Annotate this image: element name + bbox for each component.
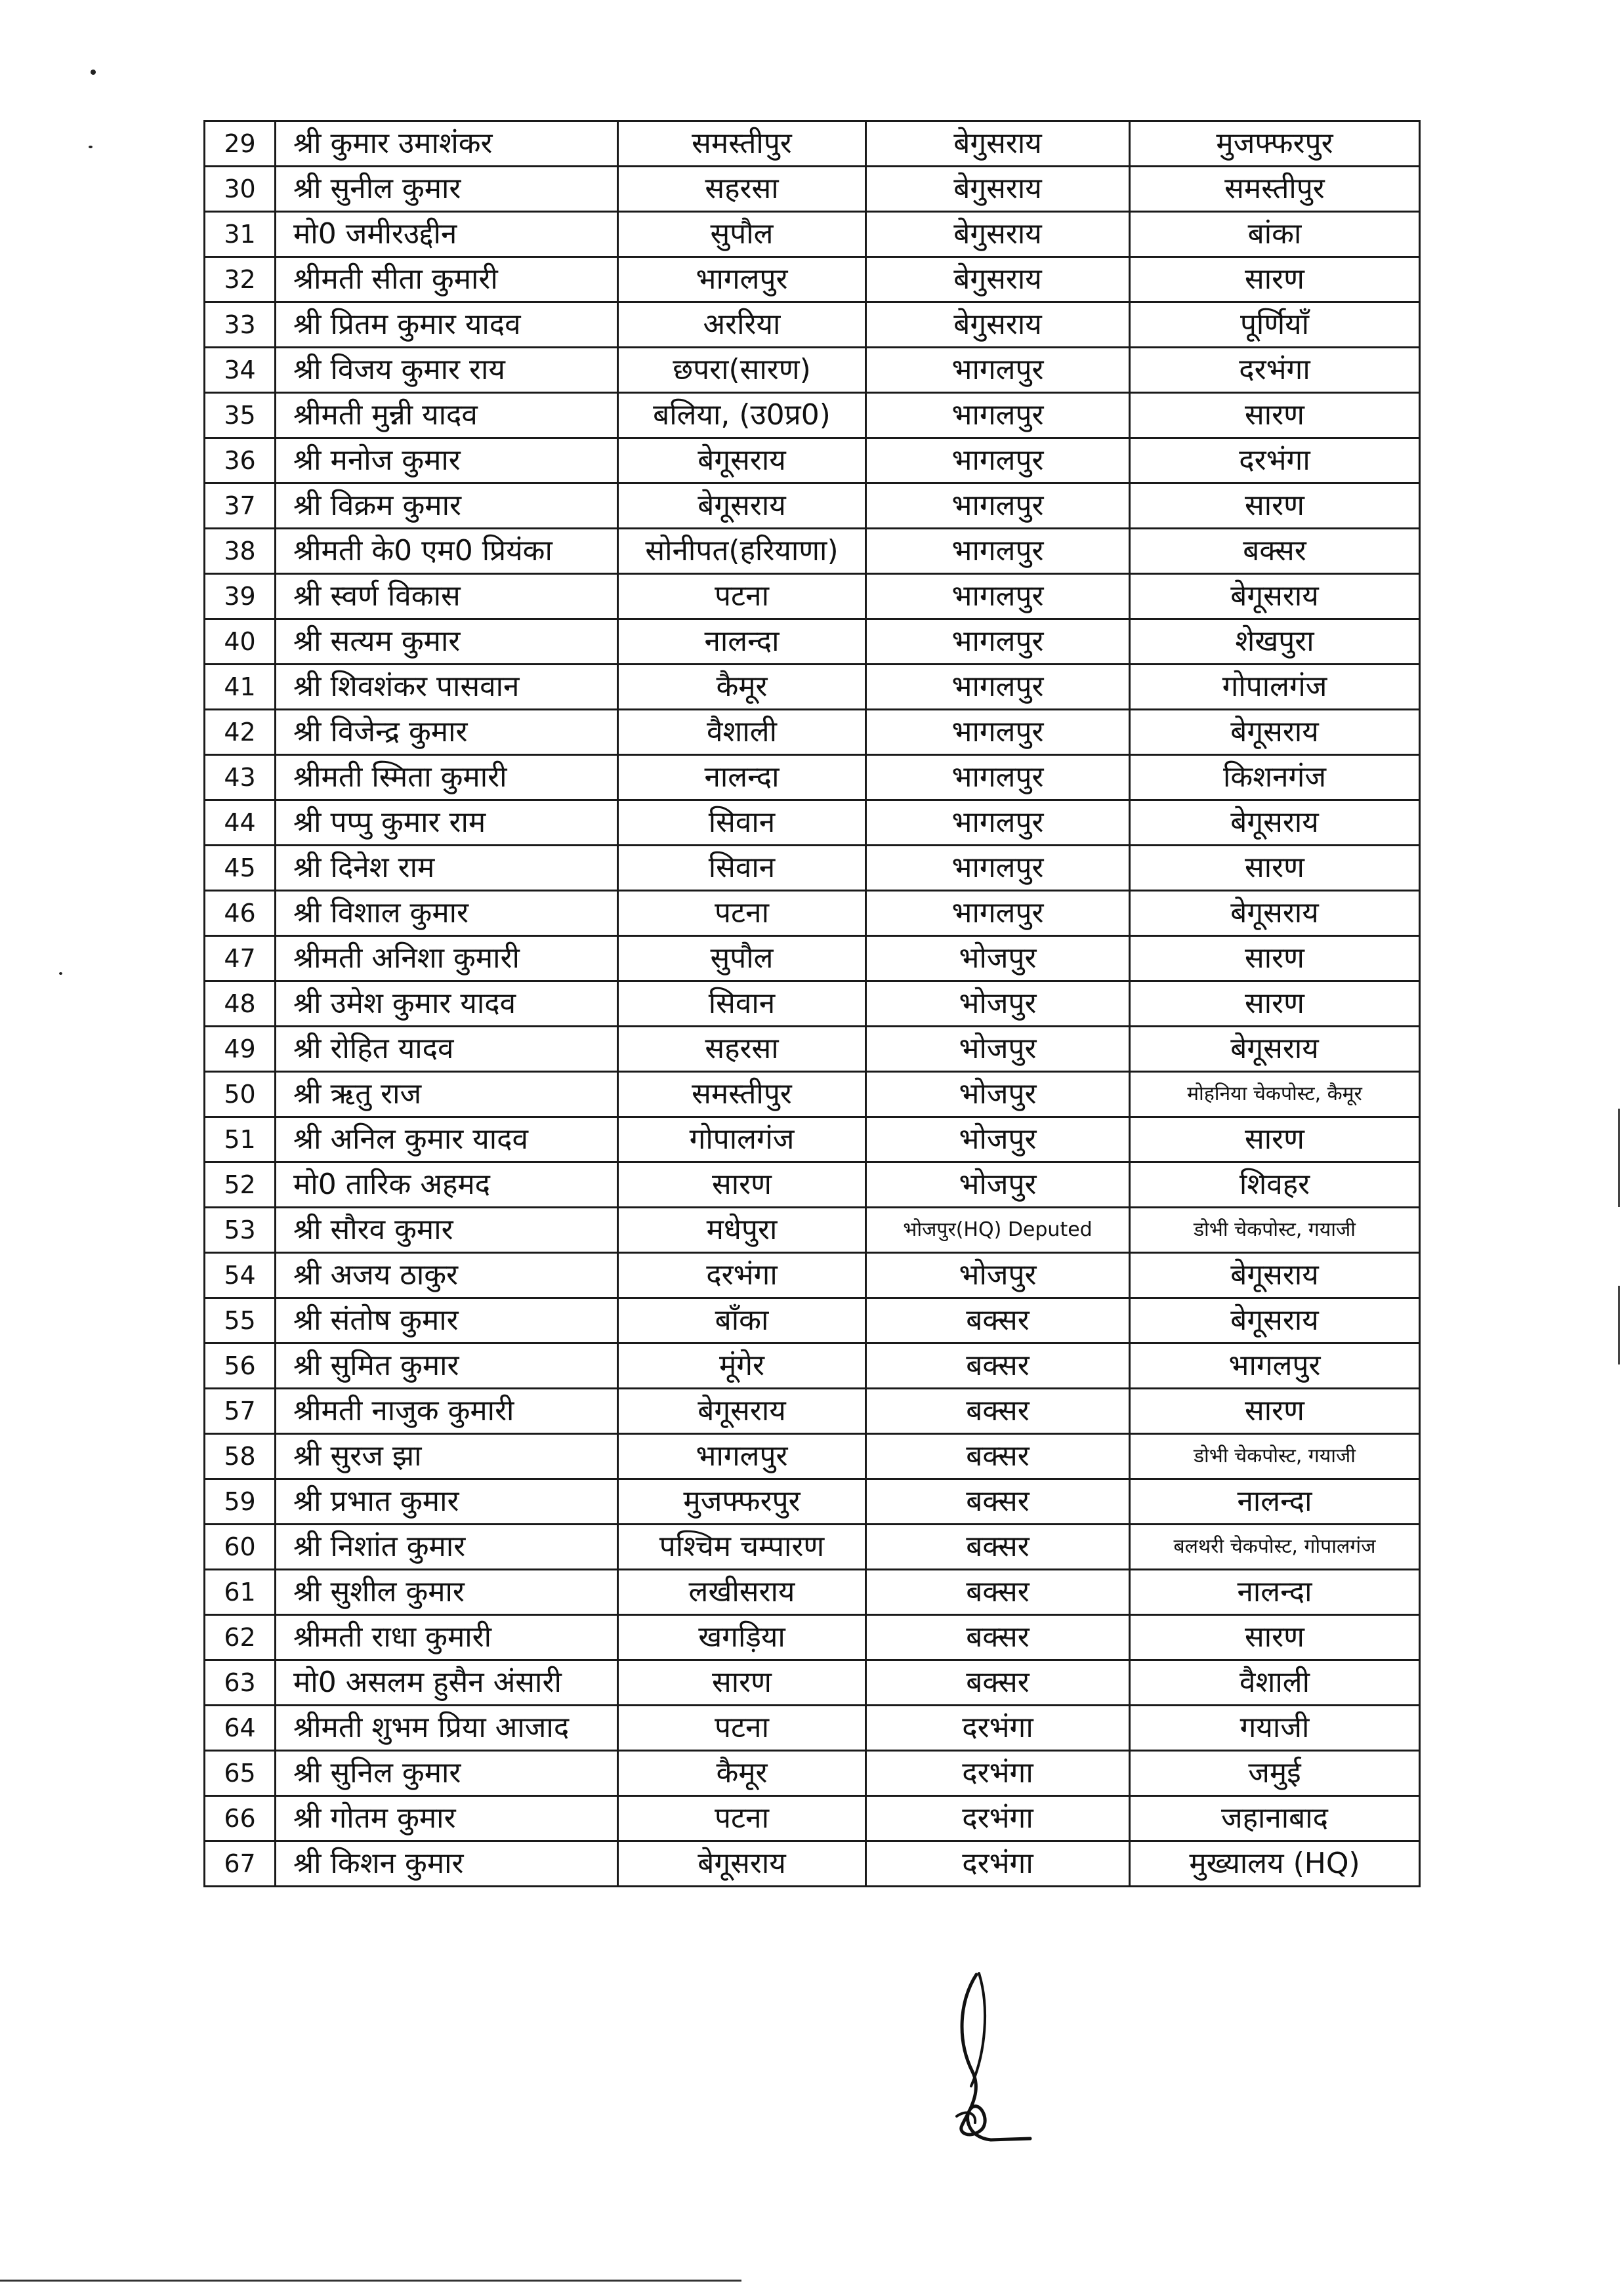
new-posting-cell: भागलपुर [1130,1343,1420,1389]
signature-mark [899,1961,1070,2158]
home-district-cell: पटना [618,574,866,619]
table-row [205,846,1420,891]
table-row [205,1525,1420,1570]
serial-number-cell: 63 [205,1660,276,1706]
serial-number-cell: 41 [205,665,276,710]
serial-number-cell: 59 [205,1479,276,1525]
home-district-cell: वैशाली [618,710,866,755]
new-posting-cell: दरभंगा [1130,438,1420,483]
employee-name-cell: श्री अनिल कुमार यादव [276,1117,618,1162]
current-posting-cell: भागलपुर [866,574,1130,619]
serial-number-cell: 37 [205,483,276,529]
serial-number-cell: 55 [205,1298,276,1343]
employee-name-cell: श्री सुरज झा [276,1434,618,1479]
new-posting-cell: वैशाली [1130,1660,1420,1706]
employee-name-cell: श्रीमती राधा कुमारी [276,1615,618,1660]
current-posting-cell: दरभंगा [866,1706,1130,1751]
table-row [205,1072,1420,1117]
current-posting-cell: बक्सर [866,1434,1130,1479]
employee-name-cell: श्री ऋतु राज [276,1072,618,1117]
table-row [205,1796,1420,1841]
new-posting-cell: किशनगंज [1130,755,1420,800]
new-posting-cell: बेगूसराय [1130,891,1420,936]
employee-name-cell: श्रीमती के0 एम0 प्रियंका [276,529,618,574]
home-district-cell: पटना [618,891,866,936]
serial-number-cell: 35 [205,393,276,438]
current-posting-cell: बक्सर [866,1479,1130,1525]
home-district-cell: पटना [618,1706,866,1751]
table-row [205,1298,1420,1343]
current-posting-cell: बक्सर [866,1615,1130,1660]
home-district-cell: कैमूर [618,665,866,710]
current-posting-cell: भोजपुर [866,1162,1130,1208]
serial-number-cell: 58 [205,1434,276,1479]
table-row [205,1660,1420,1706]
home-district-cell: दरभंगा [618,1253,866,1298]
home-district-cell: लखीसराय [618,1570,866,1615]
new-posting-cell: बेगूसराय [1130,574,1420,619]
employee-name-cell: मो0 असलम हुसैन अंसारी [276,1660,618,1706]
new-posting-cell: बांका [1130,212,1420,257]
home-district-cell: खगड़िया [618,1615,866,1660]
table-row [205,710,1420,755]
employee-name-cell: श्रीमती शुभम प्रिया आजाद [276,1706,618,1751]
new-posting-cell: नालन्दा [1130,1570,1420,1615]
employee-name-cell: श्रीमती नाजुक कुमारी [276,1389,618,1434]
table-row [205,1479,1420,1525]
current-posting-cell: भागलपुर [866,348,1130,393]
serial-number-cell: 49 [205,1027,276,1072]
new-posting-cell: सारण [1130,1615,1420,1660]
current-posting-cell: भोजपुर [866,936,1130,981]
serial-number-cell: 64 [205,1706,276,1751]
scan-speck [59,972,62,975]
serial-number-cell: 38 [205,529,276,574]
employee-name-cell: श्री किशन कुमार [276,1841,618,1887]
current-posting-cell: भागलपुर [866,710,1130,755]
new-posting-cell: सारण [1130,1117,1420,1162]
employee-name-cell: श्री पप्पु कुमार राम [276,800,618,846]
table-row [205,302,1420,348]
new-posting-cell: पूर्णियाँ [1130,302,1420,348]
new-posting-cell: डोभी चेकपोस्ट, गयाजी [1130,1434,1420,1479]
home-district-cell: सुपौल [618,212,866,257]
home-district-cell: सुपौल [618,936,866,981]
current-posting-cell: भागलपुर [866,438,1130,483]
new-posting-cell: नालन्दा [1130,1479,1420,1525]
serial-number-cell: 29 [205,121,276,167]
home-district-cell: सहरसा [618,167,866,212]
employee-name-cell: श्री सुनील कुमार [276,167,618,212]
home-district-cell: सारण [618,1162,866,1208]
employee-name-cell: श्री विजय कुमार राय [276,348,618,393]
home-district-cell: भागलपुर [618,1434,866,1479]
serial-number-cell: 40 [205,619,276,665]
employee-name-cell: श्री विशाल कुमार [276,891,618,936]
scan-speck [91,70,96,75]
table-row [205,1162,1420,1208]
current-posting-cell: बक्सर [866,1660,1130,1706]
employee-name-cell: श्री मनोज कुमार [276,438,618,483]
serial-number-cell: 51 [205,1117,276,1162]
home-district-cell: समस्तीपुर [618,121,866,167]
employee-name-cell: श्री रोहित यादव [276,1027,618,1072]
table-row [205,1434,1420,1479]
home-district-cell: नालन्दा [618,619,866,665]
new-posting-cell: डोभी चेकपोस्ट, गयाजी [1130,1208,1420,1253]
table-row [205,800,1420,846]
serial-number-cell: 39 [205,574,276,619]
current-posting-cell: भागलपुर [866,393,1130,438]
table-row [205,348,1420,393]
serial-number-cell: 57 [205,1389,276,1434]
current-posting-cell: भोजपुर [866,981,1130,1027]
home-district-cell: सारण [618,1660,866,1706]
home-district-cell: मधेपुरा [618,1208,866,1253]
table-row [205,393,1420,438]
serial-number-cell: 36 [205,438,276,483]
transfer-table [203,120,1421,1887]
serial-number-cell: 31 [205,212,276,257]
table-row [205,1117,1420,1162]
home-district-cell: अररिया [618,302,866,348]
current-posting-cell: बेगुसराय [866,121,1130,167]
current-posting-cell: बक्सर [866,1570,1130,1615]
employee-name-cell: श्री प्रितम कुमार यादव [276,302,618,348]
new-posting-cell: सारण [1130,257,1420,302]
serial-number-cell: 30 [205,167,276,212]
table-row [205,212,1420,257]
table-row [205,257,1420,302]
table-row [205,755,1420,800]
new-posting-cell: समस्तीपुर [1130,167,1420,212]
employee-name-cell: श्री दिनेश राम [276,846,618,891]
home-district-cell: कैमूर [618,1751,866,1796]
home-district-cell: समस्तीपुर [618,1072,866,1117]
current-posting-cell: बक्सर [866,1298,1130,1343]
new-posting-cell: जहानाबाद [1130,1796,1420,1841]
current-posting-cell: भोजपुर(HQ) Deputed [866,1208,1130,1253]
new-posting-cell: सारण [1130,981,1420,1027]
table-row [205,574,1420,619]
table-row [205,529,1420,574]
employee-name-cell: श्री सुनिल कुमार [276,1751,618,1796]
home-district-cell: बेगूसराय [618,483,866,529]
table-row [205,981,1420,1027]
table-row [205,1253,1420,1298]
new-posting-cell: शेखपुरा [1130,619,1420,665]
scan-edge-mark [1618,1286,1620,1364]
serial-number-cell: 53 [205,1208,276,1253]
new-posting-cell: बेगूसराय [1130,1253,1420,1298]
current-posting-cell: भागलपुर [866,755,1130,800]
home-district-cell: सोनीपत(हरियाणा) [618,529,866,574]
new-posting-cell: जमुई [1130,1751,1420,1796]
home-district-cell: गोपालगंज [618,1117,866,1162]
home-district-cell: मूंगेर [618,1343,866,1389]
employee-name-cell: श्री सौरव कुमार [276,1208,618,1253]
new-posting-cell: दरभंगा [1130,348,1420,393]
current-posting-cell: भागलपुर [866,619,1130,665]
serial-number-cell: 34 [205,348,276,393]
table-row [205,167,1420,212]
employee-name-cell: मो0 तारिक अहमद [276,1162,618,1208]
serial-number-cell: 45 [205,846,276,891]
new-posting-cell: बेगूसराय [1130,710,1420,755]
new-posting-cell: सारण [1130,936,1420,981]
employee-name-cell: श्री सत्यम कुमार [276,619,618,665]
new-posting-cell: गयाजी [1130,1706,1420,1751]
employee-name-cell: श्री उमेश कुमार यादव [276,981,618,1027]
serial-number-cell: 62 [205,1615,276,1660]
table-row [205,438,1420,483]
employee-name-cell: श्री विक्रम कुमार [276,483,618,529]
current-posting-cell: भोजपुर [866,1117,1130,1162]
serial-number-cell: 50 [205,1072,276,1117]
table-row [205,1706,1420,1751]
current-posting-cell: भागलपुर [866,891,1130,936]
table-row [205,1389,1420,1434]
employee-name-cell: श्री अजय ठाकुर [276,1253,618,1298]
table-row [205,665,1420,710]
current-posting-cell: दरभंगा [866,1796,1130,1841]
home-district-cell: सिवान [618,981,866,1027]
employee-name-cell: श्री कुमार उमाशंकर [276,121,618,167]
current-posting-cell: भागलपुर [866,846,1130,891]
new-posting-cell: गोपालगंज [1130,665,1420,710]
transfer-table-body [205,121,1420,1887]
home-district-cell: बेगूसराय [618,438,866,483]
table-row [205,121,1420,167]
serial-number-cell: 44 [205,800,276,846]
home-district-cell: बलिया, (उ0प्र0) [618,393,866,438]
new-posting-cell: बक्सर [1130,529,1420,574]
table-row [205,1570,1420,1615]
serial-number-cell: 42 [205,710,276,755]
new-posting-cell: सारण [1130,1389,1420,1434]
table-row [205,1751,1420,1796]
home-district-cell: सहरसा [618,1027,866,1072]
serial-number-cell: 47 [205,936,276,981]
current-posting-cell: भागलपुर [866,483,1130,529]
employee-name-cell: श्री सुशील कुमार [276,1570,618,1615]
employee-name-cell: श्री शिवशंकर पासवान [276,665,618,710]
table-row [205,1027,1420,1072]
new-posting-cell: मोहनिया चेकपोस्ट, कैमूर [1130,1072,1420,1117]
table-row [205,619,1420,665]
serial-number-cell: 60 [205,1525,276,1570]
new-posting-cell: मुख्यालय (HQ) [1130,1841,1420,1887]
serial-number-cell: 67 [205,1841,276,1887]
employee-name-cell: मो0 जमीरउद्दीन [276,212,618,257]
current-posting-cell: दरभंगा [866,1751,1130,1796]
serial-number-cell: 48 [205,981,276,1027]
employee-name-cell: श्री प्रभात कुमार [276,1479,618,1525]
home-district-cell: भागलपुर [618,257,866,302]
home-district-cell: सिवान [618,800,866,846]
table-row [205,1208,1420,1253]
home-district-cell: पश्चिम चम्पारण [618,1525,866,1570]
table-row [205,891,1420,936]
current-posting-cell: दरभंगा [866,1841,1130,1887]
employee-name-cell: श्री संतोष कुमार [276,1298,618,1343]
current-posting-cell: भागलपुर [866,800,1130,846]
home-district-cell: नालन्दा [618,755,866,800]
new-posting-cell: सारण [1130,846,1420,891]
current-posting-cell: भागलपुर [866,665,1130,710]
employee-name-cell: श्रीमती स्मिता कुमारी [276,755,618,800]
current-posting-cell: बेगुसराय [866,302,1130,348]
scan-edge-mark [1618,1109,1620,1207]
employee-name-cell: श्री विजेन्द्र कुमार [276,710,618,755]
employee-name-cell: श्रीमती अनिशा कुमारी [276,936,618,981]
current-posting-cell: बेगुसराय [866,257,1130,302]
employee-name-cell: श्रीमती मुन्नी यादव [276,393,618,438]
new-posting-cell: शिवहर [1130,1162,1420,1208]
current-posting-cell: बक्सर [866,1525,1130,1570]
new-posting-cell: बेगूसराय [1130,1298,1420,1343]
current-posting-cell: भागलपुर [866,529,1130,574]
serial-number-cell: 54 [205,1253,276,1298]
employee-name-cell: श्री गोतम कुमार [276,1796,618,1841]
employee-name-cell: श्री निशांत कुमार [276,1525,618,1570]
serial-number-cell: 32 [205,257,276,302]
serial-number-cell: 56 [205,1343,276,1389]
current-posting-cell: बेगुसराय [866,167,1130,212]
serial-number-cell: 43 [205,755,276,800]
new-posting-cell: बेगूसराय [1130,800,1420,846]
footer-rule [0,2280,741,2282]
table-row [205,1841,1420,1887]
home-district-cell: पटना [618,1796,866,1841]
serial-number-cell: 46 [205,891,276,936]
current-posting-cell: बक्सर [866,1343,1130,1389]
current-posting-cell: बक्सर [866,1389,1130,1434]
new-posting-cell: बलथरी चेकपोस्ट, गोपालगंज [1130,1525,1420,1570]
serial-number-cell: 66 [205,1796,276,1841]
serial-number-cell: 52 [205,1162,276,1208]
new-posting-cell: मुजफ्फरपुर [1130,121,1420,167]
current-posting-cell: भोजपुर [866,1072,1130,1117]
table-row [205,936,1420,981]
serial-number-cell: 33 [205,302,276,348]
current-posting-cell: बेगुसराय [866,212,1130,257]
table-row [205,1615,1420,1660]
home-district-cell: छपरा(सारण) [618,348,866,393]
current-posting-cell: भोजपुर [866,1027,1130,1072]
home-district-cell: बेगूसराय [618,1389,866,1434]
home-district-cell: बेगूसराय [618,1841,866,1887]
serial-number-cell: 61 [205,1570,276,1615]
employee-name-cell: श्री स्वर्ण विकास [276,574,618,619]
table-row [205,1343,1420,1389]
home-district-cell: सिवान [618,846,866,891]
employee-name-cell: श्री सुमित कुमार [276,1343,618,1389]
scan-speck [89,146,93,148]
serial-number-cell: 65 [205,1751,276,1796]
new-posting-cell: बेगूसराय [1130,1027,1420,1072]
employee-name-cell: श्रीमती सीता कुमारी [276,257,618,302]
new-posting-cell: सारण [1130,483,1420,529]
home-district-cell: बाँका [618,1298,866,1343]
home-district-cell: मुजफ्फरपुर [618,1479,866,1525]
table-row [205,483,1420,529]
current-posting-cell: भोजपुर [866,1253,1130,1298]
new-posting-cell: सारण [1130,393,1420,438]
